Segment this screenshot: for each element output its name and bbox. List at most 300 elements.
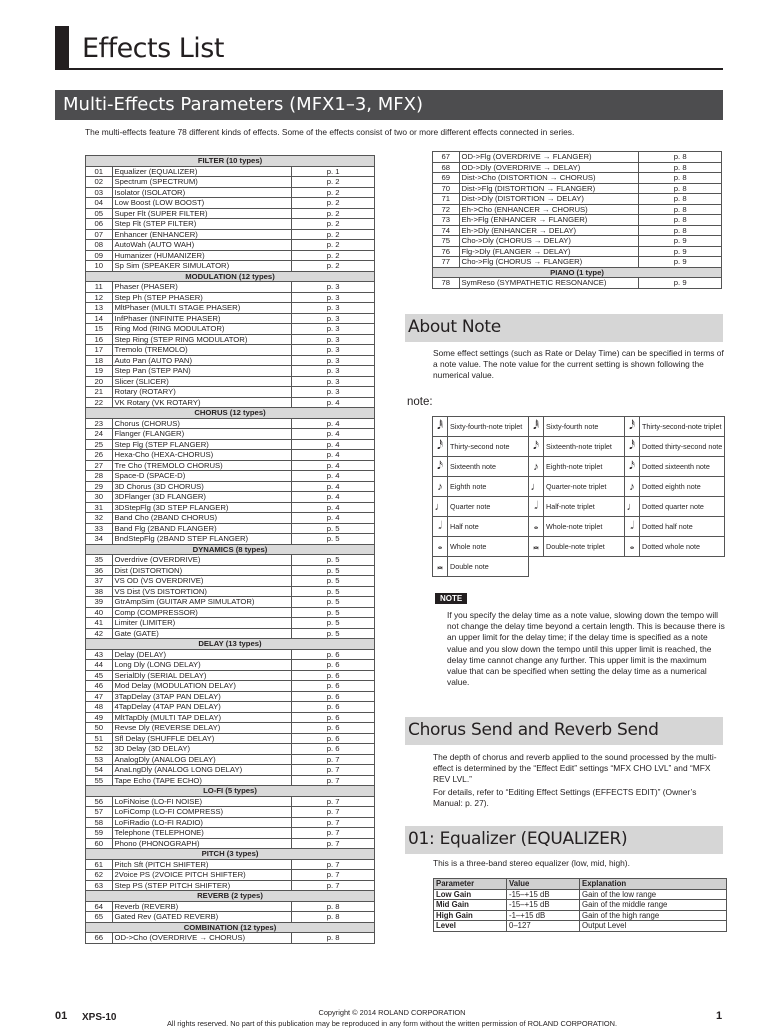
footer-copyright bbox=[132, 1007, 652, 1029]
effects-table-right bbox=[432, 151, 722, 289]
effect-page: p. 8 bbox=[639, 225, 722, 236]
effect-number: 64 bbox=[86, 901, 113, 912]
table-cell: Low Gain bbox=[434, 889, 507, 900]
about-note-text: Some effect settings (such as Rate or Delay Time) can be specified in terms of a note value. The note value for the current setting is shown following the numerical value. bbox=[433, 348, 724, 380]
effect-page: p. 6 bbox=[292, 681, 375, 692]
table-row bbox=[86, 429, 375, 440]
table-row bbox=[86, 838, 375, 849]
table-row bbox=[86, 870, 375, 881]
table-row bbox=[86, 754, 375, 765]
column-header: Parameter bbox=[434, 879, 507, 890]
effect-number: 25 bbox=[86, 439, 113, 450]
table-row bbox=[86, 681, 375, 692]
effect-page: p. 5 bbox=[292, 628, 375, 639]
effect-page: p. 2 bbox=[292, 219, 375, 230]
effect-page: p. 2 bbox=[292, 261, 375, 272]
table-row bbox=[433, 215, 722, 226]
note-symbol-icon: ♩ bbox=[433, 497, 448, 517]
table-row bbox=[86, 880, 375, 891]
footer-page-number: 1 bbox=[716, 1010, 723, 1022]
effect-number: 32 bbox=[86, 513, 113, 524]
effect-number: 36 bbox=[86, 565, 113, 576]
effect-page: p. 5 bbox=[292, 523, 375, 534]
effect-page: p. 3 bbox=[292, 345, 375, 356]
effect-name: BndStepFlg (2BAND STEP FLANGER) bbox=[112, 534, 292, 545]
effect-number: 54 bbox=[86, 765, 113, 776]
note-body-text: If you specify the delay time as a note value, slowing down the tempo will not change the delay time beyond a certain length. This is because there is an upper limit for the delay time; if the delay time is specified as a note value and you slow down the tempo until this upper limit is reached, the delay time cannot change any further. This upper limit is the maximum value that can be specified when setting the delay time as a numerical value. bbox=[447, 610, 725, 688]
table-row bbox=[86, 796, 375, 807]
effect-page: p. 8 bbox=[292, 912, 375, 923]
table-row bbox=[86, 208, 375, 219]
note-symbol-icon: 𝅝 bbox=[625, 537, 640, 557]
note-symbol-icon: ♩ bbox=[529, 477, 544, 497]
effect-number: 51 bbox=[86, 733, 113, 744]
table-row bbox=[86, 250, 375, 261]
effect-name: Band Cho (2BAND CHORUS) bbox=[112, 513, 292, 524]
note-label-cell: Half-note triplet bbox=[544, 497, 625, 517]
effect-name: Mod Delay (MODULATION DELAY) bbox=[112, 681, 292, 692]
effect-number: 67 bbox=[433, 152, 460, 163]
effect-page: p. 6 bbox=[292, 733, 375, 744]
effect-number: 77 bbox=[433, 257, 460, 268]
footer-section-number: 01 bbox=[55, 1010, 68, 1022]
empty-cell bbox=[529, 557, 625, 577]
effect-name: Low Boost (LOW BOOST) bbox=[112, 198, 292, 209]
table-section-header bbox=[86, 156, 375, 167]
table-cell: 0–127 bbox=[507, 921, 580, 932]
note-label-cell: Sixty-fourth-note triplet bbox=[448, 417, 529, 437]
table-cell: Gain of the middle range bbox=[580, 900, 727, 911]
effect-number: 57 bbox=[86, 807, 113, 818]
effect-number: 65 bbox=[86, 912, 113, 923]
table-row bbox=[86, 481, 375, 492]
effect-page: p. 5 bbox=[292, 565, 375, 576]
table-row bbox=[86, 586, 375, 597]
effect-number: 48 bbox=[86, 702, 113, 713]
effect-name: Dist->Cho (DISTORTION → CHORUS) bbox=[459, 173, 639, 184]
effect-name: Step Ph (STEP PHASER) bbox=[112, 292, 292, 303]
table-row bbox=[86, 702, 375, 713]
effect-number: 08 bbox=[86, 240, 113, 251]
effect-name: Overdrive (OVERDRIVE) bbox=[112, 555, 292, 566]
effect-number: 03 bbox=[86, 187, 113, 198]
effect-number: 16 bbox=[86, 334, 113, 345]
effect-name: Chorus (CHORUS) bbox=[112, 418, 292, 429]
effect-name: OD->Cho (OVERDRIVE → CHORUS) bbox=[112, 933, 292, 944]
table-row bbox=[86, 355, 375, 366]
note-symbol-icon: 𝅝 bbox=[433, 537, 448, 557]
effect-number: 42 bbox=[86, 628, 113, 639]
effect-page: p. 7 bbox=[292, 807, 375, 818]
table-row bbox=[86, 775, 375, 786]
effect-page: p. 4 bbox=[292, 502, 375, 513]
effect-number: 46 bbox=[86, 681, 113, 692]
table-row bbox=[433, 278, 722, 289]
table-row bbox=[86, 712, 375, 723]
effect-name: Comp (COMPRESSOR) bbox=[112, 607, 292, 618]
effect-number: 62 bbox=[86, 870, 113, 881]
table-row bbox=[86, 187, 375, 198]
note-label-cell: Dotted quarter note bbox=[640, 497, 725, 517]
effect-page: p. 5 bbox=[292, 555, 375, 566]
table-row bbox=[86, 376, 375, 387]
table-row bbox=[433, 204, 722, 215]
effect-number: 74 bbox=[433, 225, 460, 236]
table-row bbox=[86, 534, 375, 545]
note-label-cell: Sixteenth-note triplet bbox=[544, 437, 625, 457]
effect-number: 14 bbox=[86, 313, 113, 324]
effect-page: p. 3 bbox=[292, 303, 375, 314]
table-cell: -15–+15 dB bbox=[507, 900, 580, 911]
effect-name: Telephone (TELEPHONE) bbox=[112, 828, 292, 839]
effect-name: Isolator (ISOLATOR) bbox=[112, 187, 292, 198]
effects-table-left bbox=[85, 155, 375, 944]
effect-number: 12 bbox=[86, 292, 113, 303]
effect-name: Step Pan (STEP PAN) bbox=[112, 366, 292, 377]
effect-name: Band Flg (2BAND FLANGER) bbox=[112, 523, 292, 534]
note-label-cell: Dotted whole note bbox=[640, 537, 725, 557]
section-label: COMBINATION (12 types) bbox=[86, 922, 375, 933]
table-row bbox=[86, 597, 375, 608]
section-label: DYNAMICS (8 types) bbox=[86, 544, 375, 555]
table-row bbox=[86, 618, 375, 629]
effect-name: Auto Pan (AUTO PAN) bbox=[112, 355, 292, 366]
note-symbol-icon: 𝅘𝅥𝅯 bbox=[529, 437, 544, 457]
table-row bbox=[86, 733, 375, 744]
effect-page: p. 9 bbox=[639, 257, 722, 268]
effect-name: Super Flt (SUPER FILTER) bbox=[112, 208, 292, 219]
effect-name: Sfl Delay (SHUFFLE DELAY) bbox=[112, 733, 292, 744]
note-row bbox=[433, 437, 725, 457]
table-cell: Gain of the low range bbox=[580, 889, 727, 900]
effect-number: 30 bbox=[86, 492, 113, 503]
effect-page: p. 3 bbox=[292, 313, 375, 324]
table-row bbox=[86, 303, 375, 314]
effect-page: p. 7 bbox=[292, 838, 375, 849]
table-section-header bbox=[86, 271, 375, 282]
effect-number: 13 bbox=[86, 303, 113, 314]
effect-number: 02 bbox=[86, 177, 113, 188]
effect-number: 58 bbox=[86, 817, 113, 828]
table-row bbox=[434, 889, 727, 900]
note-label-cell: Double note bbox=[448, 557, 529, 577]
table-row bbox=[433, 183, 722, 194]
section-heading-chorus-send bbox=[405, 717, 723, 745]
title-accent-bar bbox=[55, 26, 69, 70]
effect-number: 15 bbox=[86, 324, 113, 335]
effect-name: VS OD (VS OVERDRIVE) bbox=[112, 576, 292, 587]
effect-name: Cho->Dly (CHORUS → DELAY) bbox=[459, 236, 639, 247]
section-heading-text: Chorus Send and Reverb Send bbox=[408, 720, 659, 740]
effect-number: 09 bbox=[86, 250, 113, 261]
effect-number: 27 bbox=[86, 460, 113, 471]
table-row bbox=[433, 236, 722, 247]
effect-name: Dist->Dly (DISTORTION → DELAY) bbox=[459, 194, 639, 205]
effect-number: 31 bbox=[86, 502, 113, 513]
table-row bbox=[86, 670, 375, 681]
table-row bbox=[86, 229, 375, 240]
effect-number: 75 bbox=[433, 236, 460, 247]
table-row bbox=[86, 460, 375, 471]
effect-page: p. 5 bbox=[292, 576, 375, 587]
table-section-header bbox=[433, 267, 722, 278]
table-row bbox=[86, 607, 375, 618]
table-row bbox=[86, 523, 375, 534]
effect-number: 35 bbox=[86, 555, 113, 566]
effect-number: 78 bbox=[433, 278, 460, 289]
effect-page: p. 7 bbox=[292, 870, 375, 881]
effect-name: 3TapDelay (3TAP PAN DELAY) bbox=[112, 691, 292, 702]
effect-name: Flg->Dly (FLANGER → DELAY) bbox=[459, 246, 639, 257]
note-label-cell: Whole-note triplet bbox=[544, 517, 625, 537]
effect-number: 11 bbox=[86, 282, 113, 293]
note-symbol-icon: 𝅜 bbox=[433, 557, 448, 577]
table-row bbox=[86, 859, 375, 870]
equalizer-text: This is a three-band stereo equalizer (low, mid, high). bbox=[433, 858, 630, 868]
table-row bbox=[86, 345, 375, 356]
section-label: DELAY (13 types) bbox=[86, 639, 375, 650]
effect-number: 05 bbox=[86, 208, 113, 219]
effect-name: Eh->Cho (ENHANCER → CHORUS) bbox=[459, 204, 639, 215]
effect-page: p. 6 bbox=[292, 744, 375, 755]
effect-page: p. 3 bbox=[292, 366, 375, 377]
table-row bbox=[86, 723, 375, 734]
effect-page: p. 2 bbox=[292, 250, 375, 261]
effect-page: p. 7 bbox=[292, 765, 375, 776]
effect-number: 01 bbox=[86, 166, 113, 177]
effect-number: 60 bbox=[86, 838, 113, 849]
table-row bbox=[434, 910, 727, 921]
effect-page: p. 4 bbox=[292, 450, 375, 461]
table-row bbox=[433, 225, 722, 236]
table-row bbox=[86, 933, 375, 944]
effect-name: Slicer (SLICER) bbox=[112, 376, 292, 387]
effect-name: LoFiNoise (LO-FI NOISE) bbox=[112, 796, 292, 807]
note-row bbox=[433, 457, 725, 477]
effect-page: p. 6 bbox=[292, 723, 375, 734]
note-label-cell: Thirty-second-note triplet bbox=[640, 417, 725, 437]
table-row bbox=[86, 324, 375, 335]
effect-name: Tape Echo (TAPE ECHO) bbox=[112, 775, 292, 786]
table-cell: Gain of the high range bbox=[580, 910, 727, 921]
effect-page: p. 8 bbox=[639, 194, 722, 205]
effect-number: 38 bbox=[86, 586, 113, 597]
effect-page: p. 6 bbox=[292, 712, 375, 723]
table-row bbox=[86, 649, 375, 660]
effect-number: 29 bbox=[86, 481, 113, 492]
note-label-cell: Dotted thirty-second note bbox=[640, 437, 725, 457]
effect-name: InfPhaser (INFINITE PHASER) bbox=[112, 313, 292, 324]
effect-name: Phaser (PHASER) bbox=[112, 282, 292, 293]
effect-number: 43 bbox=[86, 649, 113, 660]
effect-number: 61 bbox=[86, 859, 113, 870]
table-section-header bbox=[86, 922, 375, 933]
table-row bbox=[86, 177, 375, 188]
effect-page: p. 2 bbox=[292, 208, 375, 219]
section-banner-mfx bbox=[55, 90, 723, 120]
effect-number: 17 bbox=[86, 345, 113, 356]
effect-page: p. 8 bbox=[639, 183, 722, 194]
effect-name: Cho->Flg (CHORUS → FLANGER) bbox=[459, 257, 639, 268]
table-row bbox=[433, 246, 722, 257]
effect-name: Ring Mod (RING MODULATOR) bbox=[112, 324, 292, 335]
effect-page: p. 4 bbox=[292, 418, 375, 429]
effect-page: p. 9 bbox=[639, 236, 722, 247]
table-row bbox=[86, 660, 375, 671]
note-row bbox=[433, 477, 725, 497]
effect-number: 41 bbox=[86, 618, 113, 629]
table-row bbox=[86, 828, 375, 839]
effect-page: p. 3 bbox=[292, 324, 375, 335]
effect-number: 50 bbox=[86, 723, 113, 734]
effect-number: 24 bbox=[86, 429, 113, 440]
table-row bbox=[86, 198, 375, 209]
section-label: MODULATION (12 types) bbox=[86, 271, 375, 282]
effect-name: GtrAmpSim (GUITAR AMP SIMULATOR) bbox=[112, 597, 292, 608]
table-row bbox=[433, 162, 722, 173]
effect-name: Hexa-Cho (HEXA-CHORUS) bbox=[112, 450, 292, 461]
effect-page: p. 9 bbox=[639, 246, 722, 257]
effect-number: 63 bbox=[86, 880, 113, 891]
table-section-header bbox=[86, 786, 375, 797]
effect-name: 3DFlanger (3D FLANGER) bbox=[112, 492, 292, 503]
table-row bbox=[433, 257, 722, 268]
effect-name: LoFiComp (LO-FI COMPRESS) bbox=[112, 807, 292, 818]
table-header-row bbox=[434, 879, 727, 890]
effect-name: Gated Rev (GATED REVERB) bbox=[112, 912, 292, 923]
note-label-cell: Sixteenth note bbox=[448, 457, 529, 477]
effect-name: MltPhaser (MULTI STAGE PHASER) bbox=[112, 303, 292, 314]
table-row bbox=[86, 744, 375, 755]
table-row bbox=[86, 387, 375, 398]
effect-number: 53 bbox=[86, 754, 113, 765]
effect-page: p. 9 bbox=[639, 278, 722, 289]
effect-number: 40 bbox=[86, 607, 113, 618]
note-symbol-icon: 𝅗𝅥 bbox=[433, 517, 448, 537]
table-row bbox=[86, 492, 375, 503]
effect-number: 22 bbox=[86, 397, 113, 408]
effect-page: p. 6 bbox=[292, 702, 375, 713]
rights-line: All rights reserved. No part of this publication may be reproduced in any form without the written permission of ROLAND CORPORATION. bbox=[166, 1019, 618, 1028]
effect-page: p. 2 bbox=[292, 198, 375, 209]
effect-name: Step Flt (STEP FILTER) bbox=[112, 219, 292, 230]
table-section-header bbox=[86, 891, 375, 902]
effect-name: Humanizer (HUMANIZER) bbox=[112, 250, 292, 261]
effect-name: LoFiRadio (LO-FI RADIO) bbox=[112, 817, 292, 828]
table-cell: Output Level bbox=[580, 921, 727, 932]
note-label-cell: Half note bbox=[448, 517, 529, 537]
footer-model: XPS-10 bbox=[82, 1012, 117, 1023]
note-symbol-icon: ♩ bbox=[625, 497, 640, 517]
table-row bbox=[433, 152, 722, 163]
note-row bbox=[433, 537, 725, 557]
note-badge: NOTE bbox=[435, 593, 467, 604]
table-row bbox=[433, 194, 722, 205]
section-label: CHORUS (12 types) bbox=[86, 408, 375, 419]
section-heading-text: 01: Equalizer (EQUALIZER) bbox=[408, 829, 628, 849]
effect-name: Step Flg (STEP FLANGER) bbox=[112, 439, 292, 450]
effect-page: p. 4 bbox=[292, 429, 375, 440]
effect-name: Long Dly (LONG DELAY) bbox=[112, 660, 292, 671]
effect-page: p. 4 bbox=[292, 481, 375, 492]
effect-number: 33 bbox=[86, 523, 113, 534]
effect-number: 59 bbox=[86, 828, 113, 839]
effect-page: p. 4 bbox=[292, 439, 375, 450]
note-symbol-icon: 𝅘𝅥𝅯 bbox=[625, 457, 640, 477]
effect-number: 39 bbox=[86, 597, 113, 608]
effect-name: Limiter (LIMITER) bbox=[112, 618, 292, 629]
table-section-header bbox=[86, 408, 375, 419]
table-row bbox=[86, 366, 375, 377]
effect-number: 23 bbox=[86, 418, 113, 429]
note-label-cell: Eighth note bbox=[448, 477, 529, 497]
effect-name: Dist->Flg (DISTORTION → FLANGER) bbox=[459, 183, 639, 194]
note-label-cell: Quarter note bbox=[448, 497, 529, 517]
effect-page: p. 6 bbox=[292, 649, 375, 660]
note-label-cell: Sixty-fourth note bbox=[544, 417, 625, 437]
note-symbol-icon: 𝅘𝅥𝅱 bbox=[433, 417, 448, 437]
effect-page: p. 5 bbox=[292, 534, 375, 545]
effect-name: Delay (DELAY) bbox=[112, 649, 292, 660]
effect-number: 19 bbox=[86, 366, 113, 377]
note-label-cell: Dotted eighth note bbox=[640, 477, 725, 497]
section-heading-text: About Note bbox=[408, 317, 501, 337]
note-symbol-icon: 𝅝 bbox=[529, 517, 544, 537]
effect-number: 28 bbox=[86, 471, 113, 482]
effect-name: SerialDly (SERIAL DELAY) bbox=[112, 670, 292, 681]
chorus-send-text: The depth of chorus and reverb applied to the sound processed by the multi-effect is determined by the “Effect Edit” settings “MFX CHO LVL” and “MFX REV LVL.” bbox=[433, 752, 717, 784]
effect-page: p. 7 bbox=[292, 859, 375, 870]
chorus-send-reference: For details, refer to “Editing Effect Settings (EFFECTS EDIT)” (Owner’s Manual: p. 27). bbox=[433, 787, 697, 808]
effect-name: SymReso (SYMPATHETIC RESONANCE) bbox=[459, 278, 639, 289]
note-symbol-icon: ♪ bbox=[625, 477, 640, 497]
note-label-cell: Quarter-note triplet bbox=[544, 477, 625, 497]
copyright-line: Copyright © 2014 ROLAND CORPORATION bbox=[318, 1008, 466, 1017]
table-row bbox=[86, 219, 375, 230]
effect-page: p. 5 bbox=[292, 597, 375, 608]
table-cell: Level bbox=[434, 921, 507, 932]
table-row bbox=[86, 691, 375, 702]
effect-page: p. 6 bbox=[292, 660, 375, 671]
section-label: LO-FI (5 types) bbox=[86, 786, 375, 797]
table-row bbox=[86, 555, 375, 566]
table-row bbox=[434, 900, 727, 911]
effect-name: Tre Cho (TREMOLO CHORUS) bbox=[112, 460, 292, 471]
effect-number: 21 bbox=[86, 387, 113, 398]
effect-name: Eh->Flg (ENHANCER → FLANGER) bbox=[459, 215, 639, 226]
effect-page: p. 5 bbox=[292, 586, 375, 597]
effect-name: Space-D (SPACE-D) bbox=[112, 471, 292, 482]
effect-number: 72 bbox=[433, 204, 460, 215]
effect-page: p. 3 bbox=[292, 355, 375, 366]
effect-page: p. 4 bbox=[292, 513, 375, 524]
note-label-cell: Double-note triplet bbox=[544, 537, 625, 557]
table-row bbox=[86, 166, 375, 177]
effect-page: p. 7 bbox=[292, 880, 375, 891]
effect-number: 56 bbox=[86, 796, 113, 807]
effect-page: p. 3 bbox=[292, 292, 375, 303]
section-label: FILTER (10 types) bbox=[86, 156, 375, 167]
effect-page: p. 7 bbox=[292, 754, 375, 765]
table-cell: Mid Gain bbox=[434, 900, 507, 911]
effect-number: 76 bbox=[433, 246, 460, 257]
effect-page: p. 4 bbox=[292, 492, 375, 503]
note-symbol-icon: ♪ bbox=[529, 457, 544, 477]
note-value-table bbox=[432, 416, 725, 577]
effect-name: Phono (PHONOGRAPH) bbox=[112, 838, 292, 849]
effect-name: Enhancer (ENHANCER) bbox=[112, 229, 292, 240]
effect-name: Step PS (STEP PITCH SHIFTER) bbox=[112, 880, 292, 891]
